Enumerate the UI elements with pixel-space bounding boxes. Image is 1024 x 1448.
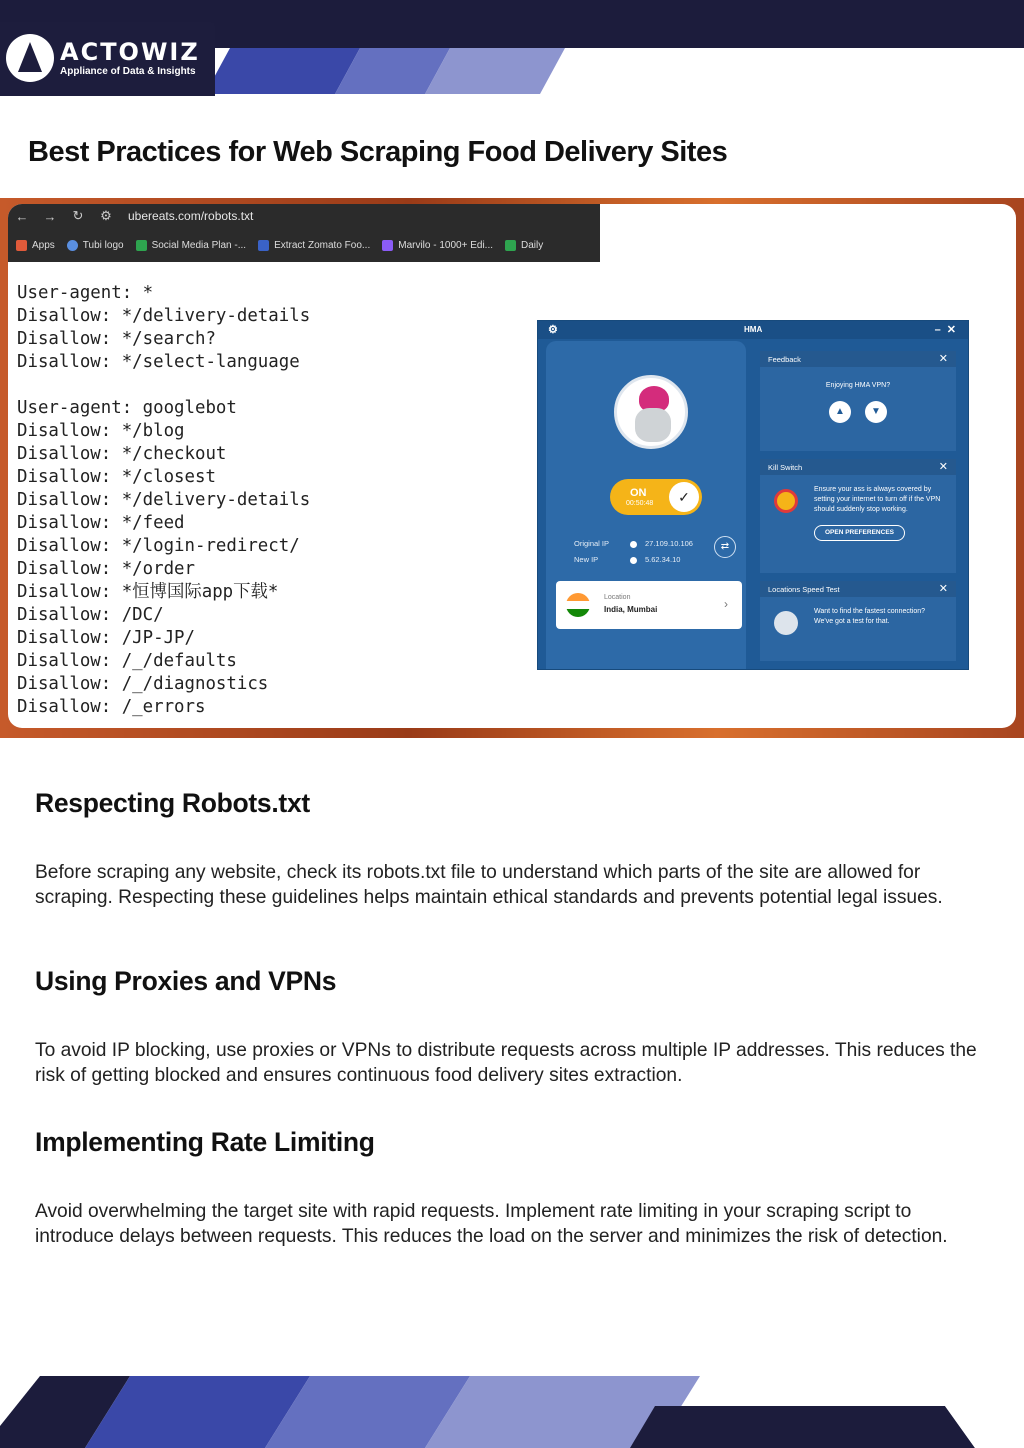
vpn-toggle[interactable] xyxy=(610,479,702,515)
screenshot-card xyxy=(8,204,1016,728)
open-preferences-button[interactable]: OPEN PREFERENCES xyxy=(814,525,905,541)
toggle-state: ON xyxy=(630,487,647,499)
check-icon: ✓ xyxy=(669,482,699,512)
apps-grid-icon xyxy=(16,240,27,251)
robots-line: Disallow: /_errors xyxy=(17,697,206,717)
speed-test-title: Locations Speed Test xyxy=(768,585,840,594)
new-ip-row: New IP 5.62.34.10 xyxy=(574,555,681,564)
location-label: Location xyxy=(604,594,631,601)
bookmark-daily[interactable]: Daily xyxy=(505,240,543,251)
brand-name: ACTOWIZ xyxy=(60,38,200,66)
thumbs-down-icon[interactable]: ▼ xyxy=(865,401,887,423)
browser-toolbar xyxy=(8,204,600,262)
robots-line: Disallow: *恒博国际app下载* xyxy=(17,582,279,602)
brand-logo xyxy=(0,22,215,96)
kill-switch-title: Kill Switch xyxy=(768,463,803,472)
robots-blank-line xyxy=(17,374,310,397)
donkey-mascot-icon xyxy=(614,375,688,449)
close-icon[interactable]: ✕ xyxy=(938,353,948,365)
section-heading-rate-limiting: Implementing Rate Limiting xyxy=(35,1127,375,1157)
section-body-robots: Before scraping any website, check its robots.txt file to understand which parts of the site are allowed for scraping. Respecting these guidelines helps maintain ethical standards and prevents potential legal issues. xyxy=(35,862,943,908)
robots-line: Disallow: */login-redirect/ xyxy=(17,536,300,556)
vpn-main-panel xyxy=(546,341,746,670)
bookmarks-bar xyxy=(8,234,600,256)
window-controls-icon[interactable]: –✕ xyxy=(934,324,962,336)
change-ip-icon[interactable]: ⇄ xyxy=(714,536,736,558)
kill-switch-text: Ensure your ass is always covered by setting your internet to turn off if the VPN should suddenly stop working. xyxy=(814,486,941,513)
zomato-icon xyxy=(258,240,269,251)
page-title: Best Practices for Web Scraping Food Delivery Sites xyxy=(28,136,728,168)
sheets-icon xyxy=(136,240,147,251)
robots-line: Disallow: /JP-JP/ xyxy=(17,628,195,648)
bookmark-apps[interactable]: Apps xyxy=(16,240,55,251)
robots-line: Disallow: /_/defaults xyxy=(17,651,237,671)
forward-icon[interactable]: → xyxy=(43,208,57,224)
kill-switch-panel xyxy=(760,459,956,573)
location-value: India, Mumbai xyxy=(604,605,658,614)
robots-line: Disallow: */select-language xyxy=(17,352,300,372)
close-icon[interactable]: ✕ xyxy=(938,461,948,473)
robots-line: Disallow: */delivery-details xyxy=(17,306,311,326)
site-info-icon[interactable]: ⚙ xyxy=(100,208,112,223)
footer-decoration xyxy=(0,1376,1024,1448)
bookmark-marvilo[interactable]: Marvilo - 1000+ Edi... xyxy=(382,240,493,251)
feedback-question: Enjoying HMA VPN? xyxy=(825,382,891,389)
location-selector[interactable] xyxy=(556,581,742,629)
robots-line: Disallow: */delivery-details xyxy=(17,490,311,510)
india-flag-icon xyxy=(566,593,590,617)
vpn-side-panels xyxy=(760,351,956,669)
kill-switch-icon xyxy=(774,489,798,513)
tubi-icon xyxy=(67,240,78,251)
robots-line: Disallow: */checkout xyxy=(17,444,227,464)
robots-line: Disallow: */closest xyxy=(17,467,216,487)
bookmark-social[interactable]: Social Media Plan -... xyxy=(136,240,247,251)
address-bar[interactable]: ubereats.com/robots.txt xyxy=(128,209,254,223)
feedback-panel xyxy=(760,351,956,451)
reload-icon[interactable]: ↻ xyxy=(72,208,84,223)
toggle-timer: 00:50:48 xyxy=(626,500,654,507)
speedometer-icon xyxy=(774,611,798,635)
bookmark-zomato[interactable]: Extract Zomato Foo... xyxy=(258,240,370,251)
robots-txt-content xyxy=(17,282,310,719)
logo-mark-icon xyxy=(6,34,54,82)
robots-line: Disallow: */order xyxy=(17,559,195,579)
chevron-right-icon: › xyxy=(724,597,728,611)
flag-icon xyxy=(630,557,637,564)
back-icon[interactable]: ← xyxy=(15,208,29,224)
screenshot-image xyxy=(0,198,1024,738)
robots-line: Disallow: */search? xyxy=(17,329,216,349)
speed-test-text: Want to find the fastest connection? We've got a test for that. xyxy=(814,608,926,625)
section-body-rate-limiting: Avoid overwhelming the target site with rapid requests. Implement rate limiting in your scraping script to introduce delays between requests. This reduces the load on the server and minimizes the risk of detection. xyxy=(35,1201,948,1247)
vpn-app-name: HMA xyxy=(744,325,763,334)
vpn-titlebar xyxy=(538,321,969,339)
robots-line: Disallow: */feed xyxy=(17,513,185,533)
daily-icon xyxy=(505,240,516,251)
speed-test-panel xyxy=(760,581,956,661)
bookmark-tubi[interactable]: Tubi logo xyxy=(67,240,124,251)
section-body-proxies: To avoid IP blocking, use proxies or VPNs to distribute requests across multiple IP addresses. This reduces the risk of getting blocked and ensures continuous food delivery sites extraction. xyxy=(35,1040,977,1086)
robots-line: Disallow: /DC/ xyxy=(17,605,164,625)
thumbs-up-icon[interactable]: ▲ xyxy=(829,401,851,423)
robots-line: User-agent: googlebot xyxy=(17,398,237,418)
settings-gear-icon[interactable]: ⚙ xyxy=(548,324,558,336)
original-ip-row: Original IP 27.109.10.106 xyxy=(574,539,693,548)
close-icon[interactable]: ✕ xyxy=(938,583,948,595)
section-heading-robots: Respecting Robots.txt xyxy=(35,788,310,818)
robots-line: User-agent: * xyxy=(17,283,154,303)
section-heading-proxies: Using Proxies and VPNs xyxy=(35,966,337,996)
vpn-window xyxy=(537,320,969,670)
robots-line: Disallow: */blog xyxy=(17,421,185,441)
brand-tagline: Appliance of Data & Insights xyxy=(60,66,196,77)
flag-icon xyxy=(630,541,637,548)
marvilo-icon xyxy=(382,240,393,251)
feedback-title: Feedback xyxy=(768,355,801,364)
robots-line: Disallow: /_/diagnostics xyxy=(17,674,269,694)
